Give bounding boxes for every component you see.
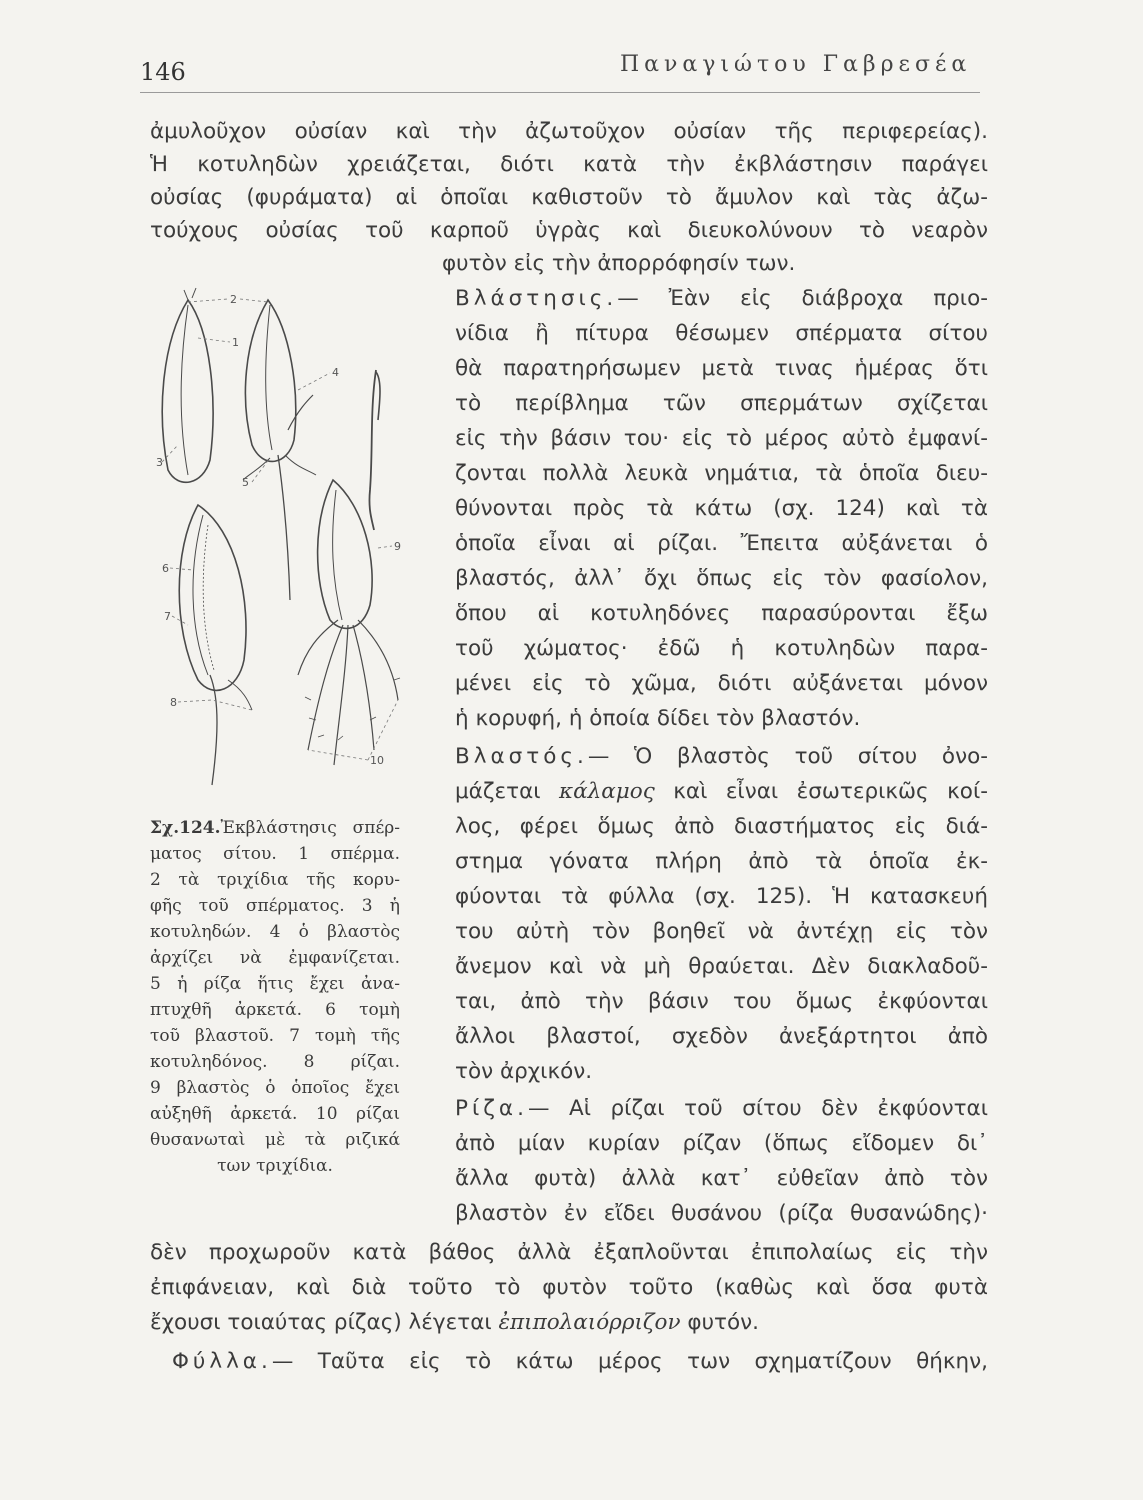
text-line: ἀμυλοῦχον οὐσίαν καὶ τὴν ἀζωτοῦχον οὐσίαν τῆς περιφερείας). bbox=[150, 119, 988, 144]
text-line bbox=[455, 284, 988, 314]
text-line: οὐσίας (φυράματα) αἱ ὁποῖαι καθιστοῦν τὸ ἄμυλον καὶ τὰς ἀζω- bbox=[150, 185, 988, 210]
figure-germination bbox=[148, 280, 428, 800]
text-line: στημα γόνατα πλήρη ἀπὸ τὰ ὁποῖα ἐκ- bbox=[455, 849, 988, 874]
text-line: ἄνεμον καὶ νὰ μὴ θραύεται. Δὲν διακλαδοῦ- bbox=[455, 954, 988, 979]
text-line: φυτὸν εἰς τὴν ἀπορρόφησίν των. bbox=[442, 251, 796, 276]
figure-caption-line: φῆς τοῦ σπέρματος. 3 ἡ bbox=[150, 896, 400, 916]
text-line: βλαστὸν ἐν εἴδει θυσάνου (ρίζα θυσανώδης)· bbox=[455, 1201, 988, 1226]
text-fragment: φυτόν. bbox=[687, 1310, 759, 1335]
text-fragment: ἔχουσι τοιαύτας ρίζας) λέγεται bbox=[150, 1310, 492, 1335]
figure-label: 6 bbox=[162, 562, 169, 575]
text-line: ὁποῖα εἶναι αἱ ρίζαι. Ἔπειτα αὐξάνεται ὁ bbox=[455, 531, 988, 556]
text-line: ἄλλοι βλαστοί, σχεδὸν ἀνεξάρτητοι ἀπὸ bbox=[455, 1024, 988, 1049]
text-line: ται, ἀπὸ τὴν βάσιν του ὅμως ἐκφύονται bbox=[455, 989, 988, 1014]
drawing-long-shoot bbox=[369, 370, 380, 530]
text-line: θύνονται πρὸς τὰ κάτω (σχ. 124) καὶ τὰ bbox=[455, 496, 988, 521]
text-line: ζονται πολλὰ λευκὰ νημάτια, τὰ ὁποῖα διευ- bbox=[455, 461, 988, 486]
figure-label: 3 bbox=[156, 456, 163, 469]
text-line bbox=[172, 1347, 988, 1377]
drawing-seed-roots bbox=[298, 480, 400, 765]
figure-label: 8 bbox=[170, 696, 177, 709]
figure-label: 7 bbox=[164, 610, 171, 623]
text-fragment: — Ὁ βλαστὸς τοῦ σίτου ὀνο- bbox=[587, 744, 988, 769]
figure-caption-line: των τριχίδια. bbox=[217, 1156, 333, 1176]
text-line: Ἡ κοτυληδὼν χρειάζεται, διότι κατὰ τὴν ἐκβλάστησιν παράγει bbox=[150, 152, 988, 177]
figure-label: 10 bbox=[370, 754, 384, 767]
section-heading-blastos: Βλαστός. bbox=[455, 744, 588, 769]
text-fragment: — Ταῦτα εἰς τὸ κάτω μέρος των σχηματίζουν θήκην, bbox=[271, 1349, 988, 1374]
text-line: τούχους οὐσίας τοῦ καρποῦ ὑγρὰς καὶ διευκολύνουν τὸ νεαρὸν bbox=[150, 218, 988, 243]
figure-label: 4 bbox=[332, 366, 339, 379]
text-line: εἰς τὴν βάσιν του· εἰς τὸ μέρος αὐτὸ ἐμφανί- bbox=[455, 426, 988, 451]
text-line: δὲν προχωροῦν κατὰ βάθος ἀλλὰ ἐξαπλοῦνται ἐπιπολαίως εἰς τὴν bbox=[150, 1240, 988, 1265]
text-line: ἄλλα φυτὰ) ἀλλὰ κατ᾽ εὐθεῖαν ἀπὸ τὸν bbox=[455, 1166, 988, 1191]
text-line bbox=[150, 1308, 988, 1338]
figure-caption-line: 9 βλαστὸς ὁ ὁποῖος ἔχει bbox=[150, 1078, 400, 1098]
drawing-seed-cut bbox=[179, 505, 252, 785]
figure-caption-line: 5 ἡ ρίζα ἥτις ἔχει ἀνα- bbox=[150, 974, 400, 994]
figure-caption-line: 2 τὰ τριχίδια τῆς κορυ- bbox=[150, 870, 400, 890]
section-heading-fylla: Φύλλα. bbox=[172, 1349, 272, 1374]
text-fragment: — Ἐὰν εἰς διάβροχα πριο- bbox=[617, 286, 988, 311]
section-heading-blastesis: Βλάστησις. bbox=[455, 286, 618, 311]
text-line bbox=[455, 777, 988, 807]
text-line: τοῦ χώματος· ἐδῶ ἡ κοτυληδὼν παρα- bbox=[455, 636, 988, 661]
figure-caption-line: κοτυληδόνος. 8 ρίζαι. bbox=[150, 1052, 400, 1072]
text-fragment: Ἐκβλάστησις σπέρ- bbox=[220, 818, 400, 838]
text-line: του αὐτὴ τὸν βοηθεῖ νὰ ἀντέχῃ εἰς τὸν bbox=[455, 919, 988, 944]
figure-caption-line: κοτυληδών. 4 ὁ βλαστὸς bbox=[150, 922, 400, 942]
text-line: τὸν ἀρχικόν. bbox=[455, 1059, 593, 1084]
drawing-seed-2 bbox=[243, 300, 316, 600]
text-line: ἀπὸ μίαν κυρίαν ρίζαν (ὅπως εἴδομεν δι᾽ bbox=[455, 1131, 988, 1156]
label-leaders bbox=[162, 299, 398, 760]
figure-label: 5 bbox=[242, 476, 249, 489]
text-line bbox=[455, 1094, 988, 1124]
drawing-seed-1 bbox=[162, 288, 213, 482]
figure-label: 9 bbox=[394, 540, 401, 553]
text-line: μένει εἰς τὸ χῶμα, διότι αὐξάνεται μόνον bbox=[455, 671, 988, 696]
figure-caption-line: θυσανωταὶ μὲ τὰ ριζικά bbox=[150, 1130, 400, 1150]
figure-caption-line: πτυχθῆ ἀρκετά. 6 τομὴ bbox=[150, 1000, 400, 1020]
text-line: βλαστός, ἀλλ᾽ ὄχι ὅπως εἰς τὸν φασίολον, bbox=[455, 566, 988, 591]
running-title: Παναγιώτου Γαβρεσέα bbox=[620, 52, 972, 77]
italic-term: ἐπιπολαιόρριζον bbox=[498, 1310, 681, 1335]
figure-caption-line: αὐξηθῆ ἀρκετά. 10 ρίζαι bbox=[150, 1104, 400, 1124]
section-heading-riza: Ρίζα. bbox=[455, 1096, 528, 1121]
text-line: φύονται τὰ φύλλα (σχ. 125). Ἡ κατασκευή bbox=[455, 884, 988, 909]
text-line: ἡ κορυφή, ἡ ὁποία δίδει τὸν βλαστόν. bbox=[455, 706, 861, 731]
italic-term: κάλαμος bbox=[559, 779, 655, 804]
text-fragment: μάζεται bbox=[455, 779, 541, 804]
text-line: τὸ περίβλημα τῶν σπερμάτων σχίζεται bbox=[455, 391, 988, 416]
text-line: λος, φέρει ὅμως ἀπὸ διαστήματος εἰς διά- bbox=[455, 814, 988, 839]
header-rule bbox=[140, 92, 980, 93]
text-line bbox=[455, 742, 988, 772]
figure-caption-line: ματος σίτου. 1 σπέρμα. bbox=[150, 844, 400, 864]
text-fragment: καὶ εἶναι ἐσωτερικῶς κοί- bbox=[673, 779, 988, 804]
figure-caption-number: Σχ.124. bbox=[150, 818, 221, 838]
text-line: θὰ παρατηρήσωμεν μετὰ τινας ἡμέρας ὅτι bbox=[455, 356, 988, 381]
text-line: νίδια ἢ πίτυρα θέσωμεν σπέρματα σίτου bbox=[455, 321, 988, 346]
text-line: ὅπου αἱ κοτυληδόνες παρασύρονται ἔξω bbox=[455, 601, 988, 626]
figure-label: 1 bbox=[232, 336, 239, 349]
figure-caption-line: ἀρχίζει νὰ ἐμφανίζεται. bbox=[150, 948, 400, 968]
figure-caption-line bbox=[150, 816, 400, 841]
figure-caption-line: τοῦ βλαστοῦ. 7 τομὴ τῆς bbox=[150, 1026, 400, 1046]
page-number: 146 bbox=[140, 58, 186, 86]
text-line: ἐπιφάνειαν, καὶ διὰ τοῦτο τὸ φυτὸν τοῦτο (καθὼς καὶ ὅσα φυτὰ bbox=[150, 1275, 988, 1300]
figure-label: 2 bbox=[230, 293, 237, 306]
text-fragment: — Αἱ ρίζαι τοῦ σίτου δὲν ἐκφύονται bbox=[527, 1096, 988, 1121]
